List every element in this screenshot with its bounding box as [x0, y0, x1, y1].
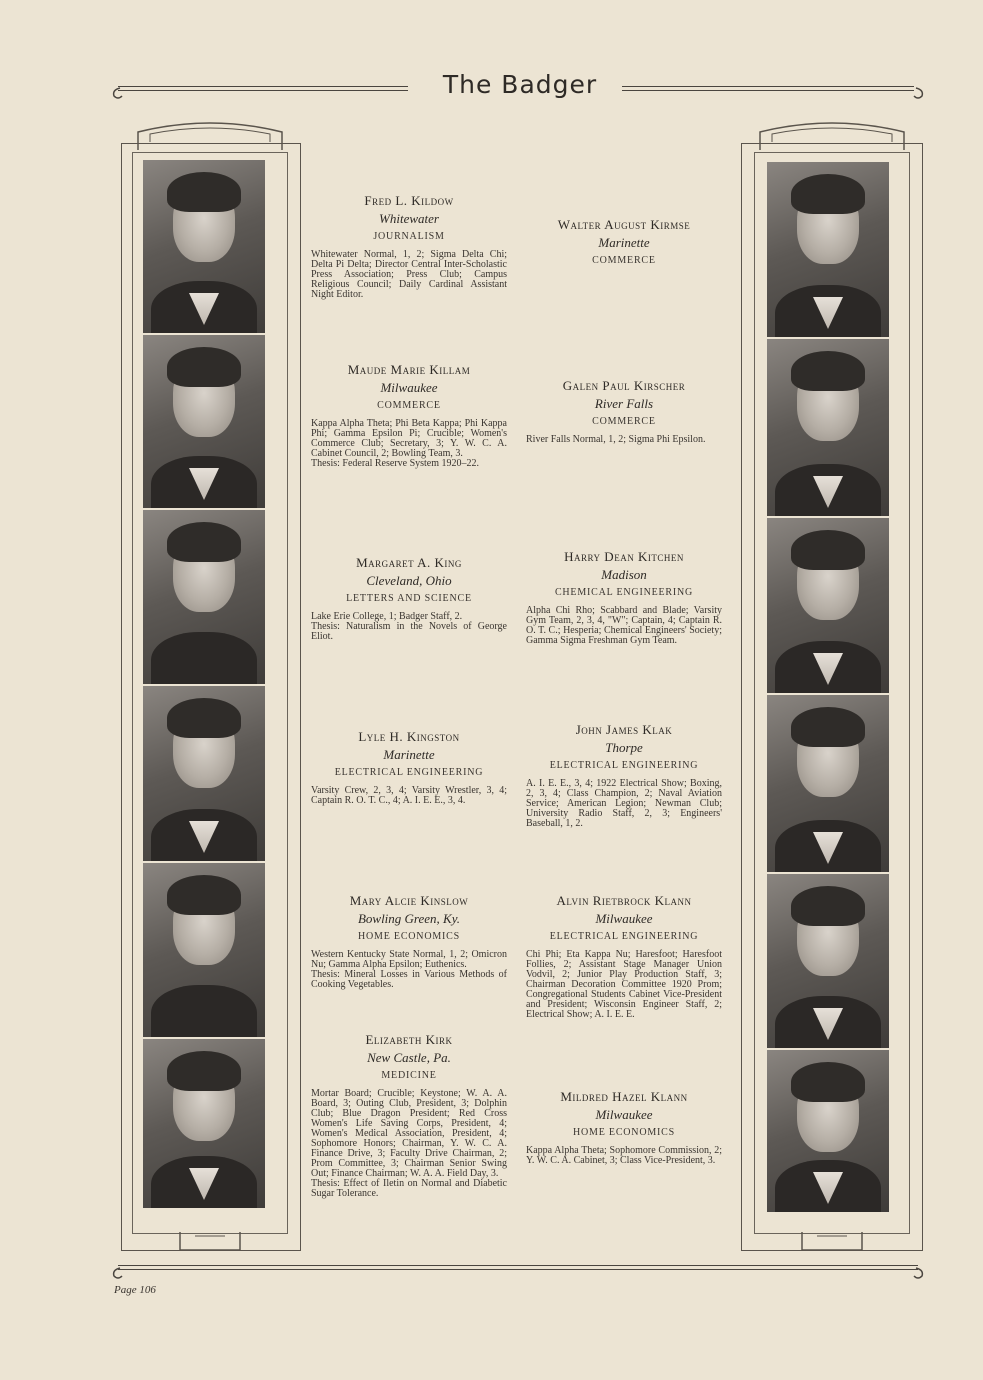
right-frame-base	[742, 1222, 922, 1254]
student-name: Fred L. Kildow	[364, 193, 454, 208]
portrait-photo	[143, 863, 265, 1037]
student-hometown: Milwaukee	[595, 911, 653, 926]
student-activities: Chi Phi; Eta Kappa Nu; Haresfoot; Haresfoot Follies, 2; Assistant Stage Manager Union Vodvil, 2; Junior Play Production Staff, 3; Chairman Decoration Committee 1920 Prom; Congregational Students Cabinet Vice-President and President; Wisconsin Engineer Staff, 2; Electrical Show; A. I. E. E.	[526, 949, 722, 1020]
student-name: John James Klak	[575, 722, 673, 737]
student-entry	[526, 378, 722, 445]
student-activities: Kappa Alpha Theta; Phi Beta Kappa; Phi Kappa Phi; Gamma Epsilon Pi; Crucible; Women's Commerce Club; Secretary, 3; Y. W. C. A. Cabinet Council, 2; Bowling Team, 3.	[311, 418, 507, 459]
student-hometown: Marinette	[383, 747, 435, 762]
portrait-photo	[767, 874, 889, 1048]
student-name: Margaret A. King	[356, 555, 462, 570]
portrait-photo	[143, 160, 265, 333]
left-frame-base	[120, 1222, 300, 1254]
student-name: Lyle H. Kingston	[358, 729, 460, 744]
student-thesis: Thesis: Mineral Losses in Various Methods of Cooking Vegetables.	[311, 969, 507, 990]
student-course: LETTERS AND SCIENCE	[346, 593, 472, 604]
portrait-photo	[767, 339, 889, 516]
student-activities: Alpha Chi Rho; Scabbard and Blade; Varsity Gym Team, 2, 3, 4, "W"; Captain, 4; Captain R. O. T. C.; Hesperia; Chemical Engineers' Society; Gamma Sigma Freshman Gym Team.	[526, 605, 722, 646]
portrait-photo	[767, 518, 889, 693]
student-entry	[311, 362, 507, 469]
student-entry	[526, 217, 722, 266]
student-hometown: Whitewater	[379, 211, 439, 226]
student-entry	[311, 193, 507, 300]
portrait-photo	[143, 335, 265, 508]
student-activities: Varsity Crew, 2, 3, 4; Varsity Wrestler, 3, 4; Captain R. O. T. C., 4; A. I. E. E., 3, 4.	[311, 785, 507, 806]
student-hometown: River Falls	[594, 396, 654, 411]
student-activities: River Falls Normal, 1, 2; Sigma Phi Epsilon.	[526, 434, 706, 445]
student-name: Maude Marie Killam	[347, 362, 471, 377]
student-activities: Western Kentucky State Normal, 1, 2; Omicron Nu; Gamma Alpha Epsilon; Euthenics.	[311, 949, 507, 970]
student-hometown: Madison	[601, 567, 647, 582]
student-entry	[526, 893, 722, 1020]
student-entry	[526, 722, 722, 829]
portrait-photo	[767, 1050, 889, 1212]
portrait-photo	[767, 162, 889, 337]
student-activities: A. I. E. E., 3, 4; 1922 Electrical Show; Boxing, 2, 3, 4; Class Champion, 2; Naval Aviation Service; American Legion; Newman Club; University Radio Staff, 2, 3; Engineers' Baseball, 1, 2.	[526, 778, 722, 829]
student-course: ELECTRICAL ENGINEERING	[549, 931, 699, 942]
student-course: MEDICINE	[381, 1070, 437, 1081]
student-name: Walter August Kirmse	[557, 217, 691, 232]
student-entry	[526, 1089, 722, 1166]
student-hometown: Milwaukee	[380, 380, 438, 395]
page-number: Page 106	[114, 1284, 156, 1296]
student-entry	[311, 893, 507, 990]
student-course: CHEMICAL ENGINEERING	[554, 587, 694, 598]
student-course: JOURNALISM	[373, 231, 445, 242]
student-thesis: Thesis: Naturalism in the Novels of George Eliot.	[311, 621, 507, 642]
student-hometown: Marinette	[598, 235, 650, 250]
student-name: Galen Paul Kirscher	[562, 378, 686, 393]
student-name: Mary Alcie Kinslow	[349, 893, 469, 908]
student-thesis: Thesis: Effect of Iletin on Normal and Diabetic Sugar Tolerance.	[311, 1178, 507, 1199]
portrait-photo	[143, 510, 265, 684]
page-title: The Badger	[442, 70, 598, 99]
student-name: Mildred Hazel Klann	[560, 1089, 688, 1104]
student-activities: Mortar Board; Crucible; Keystone; W. A. A. Board, 3; Outing Club, President, 3; Dolphin Club; Blue Dragon President; Red Cross Women's Life Saving Corps, President, 4; Women's Medical Association, President, 4; Sophomore Honors; Chairman, Y. W. C. A. Finance Drive, 3; Faculty Drive Chairman, 2; Prom Committee, 3; Chairman Senior Swing Out; Finance Chairman; W. A. A. Field Day, 3.	[311, 1088, 507, 1179]
student-hometown: Bowling Green, Ky.	[357, 911, 461, 926]
student-name: Alvin Rietbrock Klann	[556, 893, 692, 908]
portrait-photo	[767, 695, 889, 872]
student-entry	[311, 729, 507, 806]
student-activities: Kappa Alpha Theta; Sophomore Commission, 2; Y. W. C. A. Cabinet, 3; Class Vice-President, 3.	[526, 1145, 722, 1166]
student-hometown: Cleveland, Ohio	[366, 573, 452, 588]
portrait-photo	[143, 1039, 265, 1208]
student-course: ELECTRICAL ENGINEERING	[549, 760, 699, 771]
student-course: ELECTRICAL ENGINEERING	[334, 767, 484, 778]
portrait-photo	[143, 686, 265, 861]
footer-scroll-ornament	[108, 1260, 928, 1282]
student-course: HOME ECONOMICS	[357, 931, 461, 942]
student-thesis: Thesis: Federal Reserve System 1920–22.	[311, 458, 480, 469]
student-course: COMMERCE	[592, 416, 656, 427]
student-hometown: Thorpe	[605, 740, 643, 755]
student-entry	[311, 1032, 507, 1199]
student-course: COMMERCE	[592, 255, 656, 266]
student-name: Elizabeth Kirk	[365, 1032, 453, 1047]
student-entry	[311, 555, 507, 642]
student-course: COMMERCE	[377, 400, 441, 411]
student-entry	[526, 549, 722, 646]
student-activities: Lake Erie College, 1; Badger Staff, 2.	[311, 611, 463, 622]
student-hometown: New Castle, Pa.	[367, 1050, 451, 1065]
student-name: Harry Dean Kitchen	[564, 549, 684, 564]
student-course: HOME ECONOMICS	[572, 1127, 676, 1138]
student-hometown: Milwaukee	[595, 1107, 653, 1122]
student-activities: Whitewater Normal, 1, 2; Sigma Delta Chi; Delta Pi Delta; Director Central Inter-Scholastic Press Association; Press Club; Campus Religious Council; Daily Cardinal Assistant Night Editor.	[311, 249, 507, 300]
